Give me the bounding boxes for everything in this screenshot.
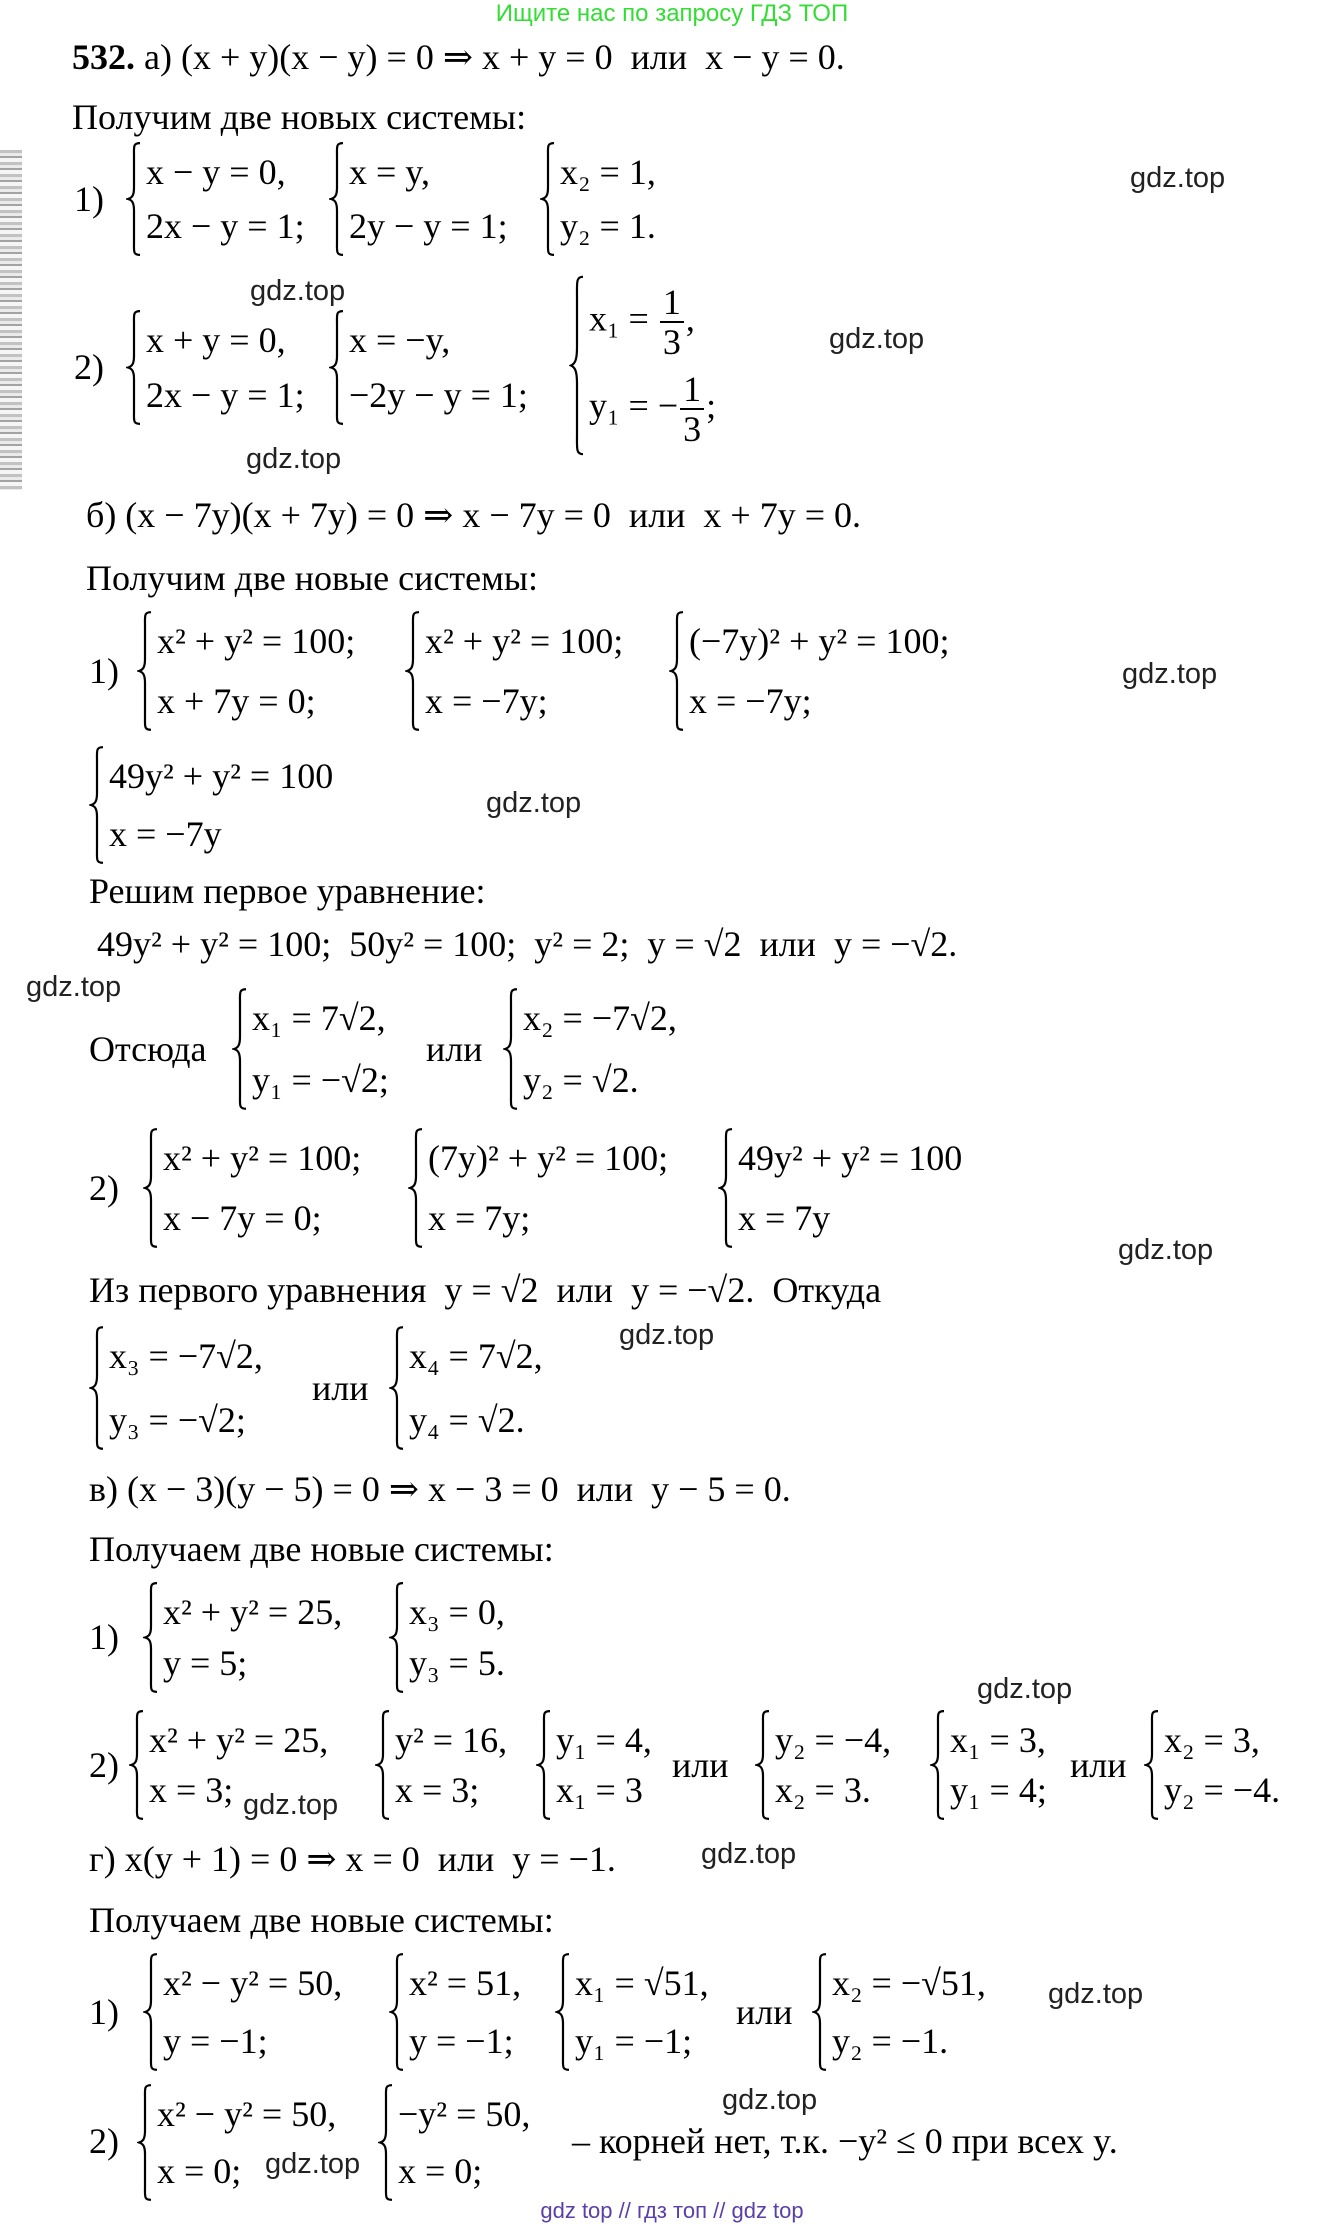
gdz-watermark: gdz.top (246, 443, 342, 475)
text-line (89, 1837, 616, 1881)
text-content: 2) (74, 347, 104, 387)
system-lines (424, 1128, 668, 1248)
text-line (426, 1027, 483, 1071)
system-lines (159, 1953, 342, 2071)
equation-line: y₃ = −√2; (109, 1400, 246, 1440)
equation-system (389, 1953, 521, 2071)
gdz-watermark: gdz.top (486, 787, 582, 819)
equation-line: 2x − y = 1; (146, 206, 305, 246)
text-content: Получим две новых системы: (72, 97, 527, 137)
equation-line: x = −7y; (425, 681, 548, 721)
system-lines (105, 746, 333, 864)
equation-line: x₁ = √51, (575, 1963, 709, 2003)
equation-line: −2y − y = 1; (349, 375, 528, 415)
curly-brace-icon (126, 142, 142, 256)
curly-brace-icon (329, 142, 345, 256)
text-line (97, 922, 957, 966)
text-line (74, 177, 104, 221)
equation-line: y = −1; (163, 2021, 268, 2061)
text-line (572, 2119, 1118, 2163)
text-content: 1) (89, 1617, 119, 1657)
equation-system (375, 1710, 507, 1820)
equation-system (389, 1582, 505, 1693)
equation-line: y₂ = −4. (1164, 1770, 1281, 1810)
system-lines (519, 988, 677, 1110)
gdz-watermark: gdz.top (977, 1673, 1073, 1705)
equation-system (137, 2084, 336, 2201)
equation-line: x₃ = −7√2, (109, 1336, 263, 1376)
text-line (89, 1027, 207, 1071)
system-lines (421, 611, 623, 731)
fraction (680, 370, 704, 448)
equation-line: x₂ = 1, (560, 152, 656, 192)
equation-system (232, 988, 389, 1110)
system-lines (142, 142, 305, 256)
text-content: 2) (89, 2121, 119, 2161)
system-lines (734, 1128, 962, 1248)
text-line (72, 95, 526, 139)
curly-brace-icon (930, 1710, 946, 1820)
curly-brace-icon (503, 988, 519, 1110)
equation-system (540, 142, 656, 256)
text-content: г) x(y + 1) = 0 ⇒ x = 0 или y = −1. (89, 1839, 616, 1879)
system-lines (828, 1953, 986, 2071)
equation-system (329, 142, 508, 256)
gdz-watermark: gdz.top (1118, 1234, 1214, 1266)
curly-brace-icon (329, 310, 345, 425)
equation-system (536, 1710, 652, 1820)
scan-edge-artifact (0, 150, 22, 490)
curly-brace-icon (126, 310, 142, 425)
system-lines (159, 1128, 361, 1248)
equation-line: x = 7y (738, 1198, 831, 1238)
equation-system (126, 142, 305, 256)
equation-line: 2x − y = 1; (146, 375, 305, 415)
equation-system (126, 310, 305, 425)
system-lines (391, 1710, 507, 1820)
denominator: 3 (683, 409, 702, 449)
curly-brace-icon (143, 1582, 159, 1693)
gdz-watermark: gdz.top (829, 323, 925, 355)
system-lines (159, 1582, 342, 1693)
text-content: Из первого уравнения y = √2 или y = −√2. Откуда (89, 1270, 882, 1310)
gdz-watermark: gdz.top (1122, 658, 1218, 690)
text-line (89, 1898, 554, 1942)
numerator: 1 (660, 283, 684, 323)
curly-brace-icon (540, 142, 556, 256)
system-lines (1160, 1710, 1280, 1820)
system-lines (142, 310, 305, 425)
equation-line: x² − y² = 50, (163, 1963, 343, 2003)
equation-lhs: x₁ = (589, 298, 658, 339)
text-content: или (736, 1992, 793, 2032)
equation-line: x + 7y = 0; (157, 681, 316, 721)
text-line (89, 649, 119, 693)
text-line (86, 556, 538, 600)
text-content: 2) (89, 1745, 119, 1785)
system-lines (345, 142, 508, 256)
system-lines (771, 1710, 891, 1820)
text-content: б) (x − 7y)(x + 7y) = 0 ⇒ x − 7y = 0 или x + 7y = 0. (86, 495, 862, 535)
equation-line: x = 0; (157, 2151, 242, 2191)
equation-line: x₁ = 3, (950, 1720, 1046, 1760)
equation-system (143, 1128, 361, 1248)
system-lines (153, 611, 355, 731)
equation-system (569, 275, 716, 456)
text-line (736, 1990, 793, 2034)
text-content: или (312, 1368, 369, 1408)
text-line (89, 1615, 119, 1659)
text-content: Получаем две новые системы: (89, 1529, 554, 1569)
curly-brace-icon (129, 1710, 145, 1820)
equation-line: x₃ = 0, (409, 1592, 505, 1632)
equation-system (143, 1582, 342, 1693)
text-content: или (672, 1745, 729, 1785)
curly-brace-icon (405, 611, 421, 731)
equation-line: (7y)² + y² = 100; (428, 1138, 669, 1178)
text-content: а) (x + y)(x − y) = 0 ⇒ x + y = 0 или x − y = 0. (135, 37, 845, 77)
equation-line: x² + y² = 100; (425, 621, 624, 661)
equation-line: x + y = 0, (146, 320, 286, 360)
equation-line: x² − y² = 50, (157, 2094, 337, 2134)
equation-system (408, 1128, 668, 1248)
equation-line: x² + y² = 100; (163, 1138, 362, 1178)
gdz-watermark: gdz.top (701, 1838, 797, 1870)
equation-tail: ; (706, 385, 717, 426)
system-lines (405, 1582, 505, 1693)
equation-line: y₂ = −4, (775, 1720, 892, 1760)
equation-line: x − y = 0, (146, 152, 286, 192)
system-lines (248, 988, 389, 1110)
curly-brace-icon (408, 1128, 424, 1248)
equation-line: x₁ = 7√2, (252, 998, 386, 1038)
equation-line: y₃ = 5. (409, 1643, 505, 1683)
equation-line: x₂ = −7√2, (523, 998, 677, 1038)
equation-system (930, 1710, 1047, 1820)
equation-system (555, 1953, 709, 2071)
gdz-watermark: gdz.top (722, 2084, 818, 2116)
equation-line: x² + y² = 100; (157, 621, 356, 661)
text-line (89, 1467, 791, 1511)
equation-system (137, 611, 355, 731)
text-line (86, 493, 861, 537)
text-content: Отсюда (89, 1029, 207, 1069)
equation-line: x = −7y (109, 814, 222, 854)
equation-system (503, 988, 677, 1110)
gdz-watermark: gdz.top (250, 275, 346, 307)
equation-system (718, 1128, 962, 1248)
equation-line: x = −7y; (689, 681, 812, 721)
equation-line: x² = 51, (409, 1963, 522, 2003)
text-content: 1) (89, 651, 119, 691)
text-content: Решим первое уравнение: (89, 871, 486, 911)
curly-brace-icon (555, 1953, 571, 2071)
curly-brace-icon (569, 275, 585, 456)
text-content: Получаем две новые системы: (89, 1900, 554, 1940)
equation-line: −y² = 50, (398, 2094, 531, 2134)
system-lines (345, 310, 528, 425)
equation-line: y₂ = 1. (560, 206, 656, 246)
curly-brace-icon (375, 1710, 391, 1820)
equation-line: x₁ = 3 (556, 1770, 643, 1810)
equation-line (589, 370, 716, 448)
curly-brace-icon (143, 1953, 159, 2071)
equation-system (389, 1326, 543, 1450)
equation-line: x₂ = 3. (775, 1770, 871, 1810)
equation-line: y₁ = 4, (556, 1720, 652, 1760)
curly-brace-icon (669, 611, 685, 731)
text-line (1070, 1743, 1127, 1787)
system-lines (571, 1953, 709, 2071)
system-lines (105, 1326, 263, 1450)
equation-lhs: y₁ = − (589, 385, 679, 426)
text-content: или (426, 1029, 483, 1069)
system-lines (552, 1710, 652, 1820)
curly-brace-icon (137, 2084, 153, 2201)
text-content: в) (x − 3)(y − 5) = 0 ⇒ x − 3 = 0 или y − 5 = 0. (89, 1469, 791, 1509)
system-lines (394, 2084, 530, 2201)
curly-brace-icon (389, 1326, 405, 1450)
equation-system (89, 746, 333, 864)
gdz-watermark: gdz.top (619, 1319, 715, 1351)
text-line (672, 1743, 729, 1787)
equation-line: x₄ = 7√2, (409, 1336, 543, 1376)
equation-line: x − 7y = 0; (163, 1198, 322, 1238)
system-lines (585, 275, 716, 456)
equation-line: x = 7y; (428, 1198, 531, 1238)
equation-line: x² + y² = 25, (163, 1592, 343, 1632)
text-content: 49y² + y² = 100; 50y² = 100; y² = 2; y = √2 или y = −√2. (97, 924, 958, 964)
equation-line: x₂ = 3, (1164, 1720, 1260, 1760)
text-line (89, 1268, 881, 1312)
system-lines (405, 1953, 521, 2071)
equation-line: y₂ = −1. (832, 2021, 949, 2061)
curly-brace-icon (718, 1128, 734, 1248)
gdz-watermark: gdz.top (1130, 162, 1226, 194)
text-line (89, 1166, 119, 1210)
equation-system (812, 1953, 986, 2071)
curly-brace-icon (536, 1710, 552, 1820)
curly-brace-icon (1144, 1710, 1160, 1820)
equation-system (329, 310, 528, 425)
curly-brace-icon (89, 1326, 105, 1450)
system-lines (946, 1710, 1047, 1820)
equation-system (405, 611, 623, 731)
problem-heading (72, 35, 845, 79)
equation-system (378, 2084, 530, 2201)
equation-line: x = −y, (349, 320, 451, 360)
equation-tail: , (685, 298, 695, 339)
equation-system (1144, 1710, 1280, 1820)
equation-line: 49y² + y² = 100 (738, 1138, 963, 1178)
text-content: 1) (89, 1992, 119, 2032)
curly-brace-icon (389, 1953, 405, 2071)
curly-brace-icon (389, 1582, 405, 1693)
equation-line: x = y, (349, 152, 430, 192)
equation-system (755, 1710, 891, 1820)
text-content: или (1070, 1745, 1127, 1785)
equation-line: y = −1; (409, 2021, 514, 2061)
equation-line: y = 5; (163, 1643, 248, 1683)
curly-brace-icon (378, 2084, 394, 2201)
equation-line: 49y² + y² = 100 (109, 756, 334, 796)
equation-line: y² = 16, (395, 1720, 508, 1760)
curly-brace-icon (755, 1710, 771, 1820)
equation-line: y₁ = −1; (575, 2021, 693, 2061)
system-lines (153, 2084, 336, 2201)
gdz-watermark: gdz.top (1048, 1978, 1144, 2010)
equation-line: y₂ = √2. (523, 1060, 639, 1100)
system-lines (405, 1326, 543, 1450)
curly-brace-icon (137, 611, 153, 731)
text-line (89, 1990, 119, 2034)
gdz-watermark: gdz.top (26, 971, 122, 1003)
curly-brace-icon (232, 988, 248, 1110)
equation-line: (−7y)² + y² = 100; (689, 621, 950, 661)
system-lines (685, 611, 949, 731)
equation-line: x = 3; (149, 1770, 234, 1810)
curly-brace-icon (89, 746, 105, 864)
text-line (89, 1743, 119, 1787)
text-line (89, 2119, 119, 2163)
equation-line: x = 0; (398, 2151, 483, 2191)
gdz-watermark: gdz.top (243, 1789, 339, 1821)
equation-line: y₁ = −√2; (252, 1060, 389, 1100)
equation-system (669, 611, 949, 731)
equation-line: x = 3; (395, 1770, 480, 1810)
text-content: 2) (89, 1168, 119, 1208)
system-lines (556, 142, 656, 256)
fraction (660, 283, 684, 361)
text-line (89, 869, 485, 913)
problem-number: 532. (72, 37, 135, 77)
text-line (312, 1366, 369, 1410)
curly-brace-icon (812, 1953, 828, 2071)
equation-line: y₄ = √2. (409, 1400, 525, 1440)
footer-watermark: gdz top // гдз топ // gdz top (540, 2198, 804, 2223)
equation-system (89, 1326, 263, 1450)
equation-system (143, 1953, 342, 2071)
text-line (89, 1527, 554, 1571)
search-banner: Ищите нас по запросу ГДЗ ТОП (495, 0, 849, 27)
text-content: – корней нет, т.к. −y² ≤ 0 при всех y. (572, 2121, 1118, 2161)
equation-line: x² + y² = 25, (149, 1720, 329, 1760)
curly-brace-icon (143, 1128, 159, 1248)
equation-line: 2y − y = 1; (349, 206, 508, 246)
equation-line: y₁ = 4; (950, 1770, 1047, 1810)
text-line (74, 345, 104, 389)
gdz-watermark: gdz.top (265, 2148, 361, 2180)
text-content: 1) (74, 179, 104, 219)
equation-line: x₂ = −√51, (832, 1963, 986, 2003)
numerator: 1 (680, 370, 704, 410)
text-content: Получим две новые системы: (86, 558, 539, 598)
equation-line (589, 283, 716, 361)
denominator: 3 (662, 322, 681, 362)
